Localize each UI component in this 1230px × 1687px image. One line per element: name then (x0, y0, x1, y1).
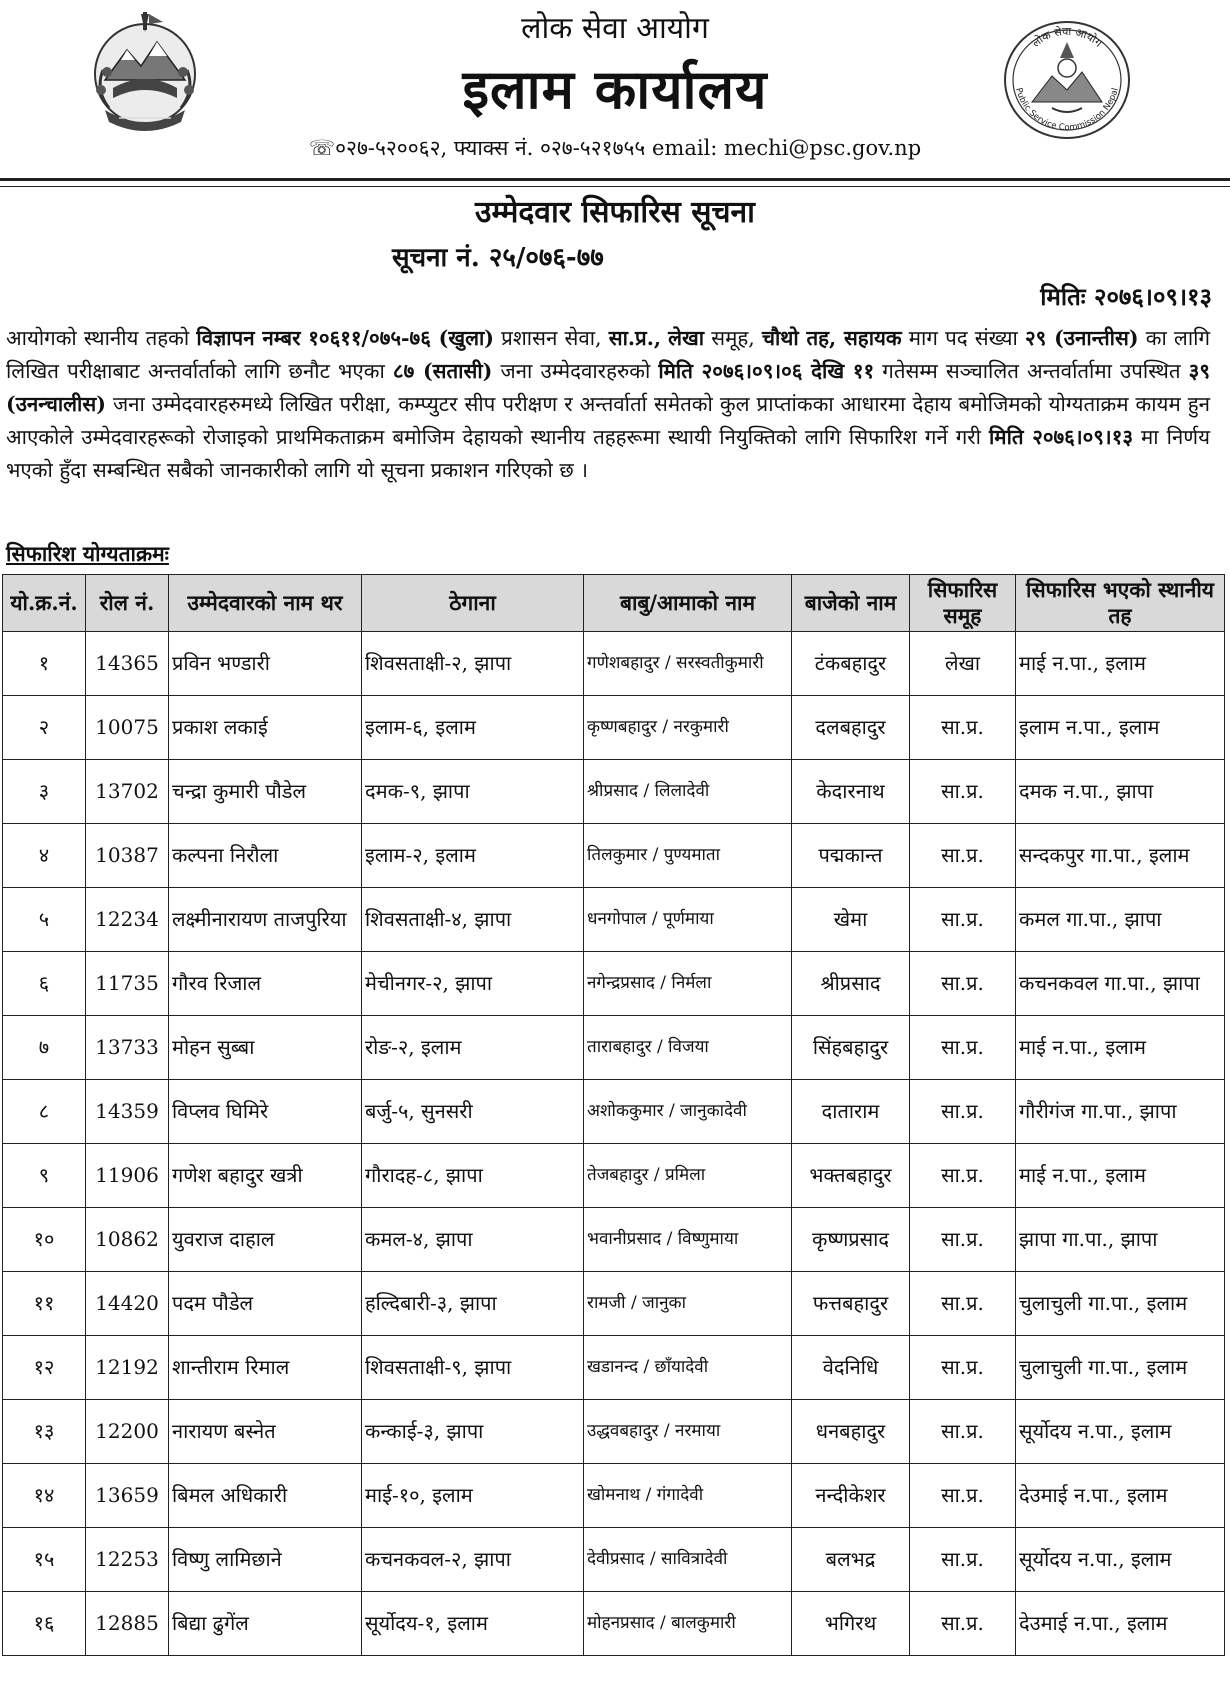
table-row (3, 1272, 1225, 1336)
seal-top-text: लोक सेवा आयोग (1029, 24, 1105, 50)
cell-parents-name: भवानीप्रसाद / विष्णुमाया (584, 1208, 792, 1272)
cell-rank: ८ (3, 1080, 86, 1144)
cell-rank: १४ (3, 1464, 86, 1528)
cell-recommended-local-level: सूर्योदय न.पा., इलाम (1016, 1528, 1225, 1592)
cell-recommended-group: सा.प्र. (910, 696, 1016, 760)
cell-address: कचनकवल-२, झापा (362, 1528, 584, 1592)
header-recommended-group: सिफारिस समूह (910, 575, 1016, 632)
notice-number: सूचना नं. २५/०७६-७७ (392, 243, 604, 273)
cell-recommended-group: लेखा (910, 632, 1016, 696)
cell-address: इलाम-६, इलाम (362, 696, 584, 760)
cell-candidate-name: कल्पना निरौला (169, 824, 362, 888)
cell-roll-number: 11906 (86, 1144, 169, 1208)
cell-roll-number: 13702 (86, 760, 169, 824)
cell-recommended-local-level: दमक न.पा., झापा (1016, 760, 1225, 824)
cell-candidate-name: बिद्या ढुगेंल (169, 1592, 362, 1656)
cell-recommended-group: सा.प्र. (910, 1336, 1016, 1400)
cell-candidate-name: विष्णु लामिछाने (169, 1528, 362, 1592)
header-divider-thick (0, 178, 1230, 181)
cell-roll-number: 12885 (86, 1592, 169, 1656)
cell-recommended-group: सा.प्र. (910, 888, 1016, 952)
cell-roll-number: 10075 (86, 696, 169, 760)
cell-candidate-name: प्रकाश लकाई (169, 696, 362, 760)
cell-recommended-local-level: माई न.पा., इलाम (1016, 1144, 1225, 1208)
cell-address: हल्दिबारी-३, झापा (362, 1272, 584, 1336)
organization-name: लोक सेवा आयोग (521, 11, 709, 46)
cell-candidate-name: गणेश बहादुर खत्री (169, 1144, 362, 1208)
cell-roll-number: 14420 (86, 1272, 169, 1336)
cell-grandfather-name: भगिरथ (792, 1592, 910, 1656)
cell-grandfather-name: पद्मकान्त (792, 824, 910, 888)
public-service-commission-seal-icon (1000, 18, 1134, 142)
cell-recommended-group: सा.प्र. (910, 1464, 1016, 1528)
table-row (3, 952, 1225, 1016)
cell-rank: १ (3, 632, 86, 696)
cell-recommended-group: सा.प्र. (910, 760, 1016, 824)
cell-roll-number: 13733 (86, 1016, 169, 1080)
table-row (3, 1528, 1225, 1592)
cell-rank: ५ (3, 888, 86, 952)
cell-candidate-name: प्रविन भण्डारी (169, 632, 362, 696)
cell-grandfather-name: दलबहादुर (792, 696, 910, 760)
table-header-row (3, 575, 1225, 632)
cell-recommended-local-level: झापा गा.पा., झापा (1016, 1208, 1225, 1272)
cell-parents-name: उद्धवबहादुर / नरमाया (584, 1400, 792, 1464)
cell-rank: ९ (3, 1144, 86, 1208)
cell-parents-name: तिलकुमार / पुण्यमाता (584, 824, 792, 888)
table-row (3, 1464, 1225, 1528)
header-recommended-local-level: सिफारिस भएको स्थानीय तह (1016, 575, 1225, 632)
cell-recommended-local-level: सूर्योदय न.पा., इलाम (1016, 1400, 1225, 1464)
cell-grandfather-name: वेदनिधि (792, 1336, 910, 1400)
cell-roll-number: 12234 (86, 888, 169, 952)
cell-address: दमक-९, झापा (362, 760, 584, 824)
cell-address: शिवसताक्षी-२, झापा (362, 632, 584, 696)
cell-rank: ७ (3, 1016, 86, 1080)
cell-recommended-local-level: माई न.पा., इलाम (1016, 1016, 1225, 1080)
cell-parents-name: रामजी / जानुका (584, 1272, 792, 1336)
cell-recommended-local-level: इलाम न.पा., इलाम (1016, 696, 1225, 760)
cell-grandfather-name: दाताराम (792, 1080, 910, 1144)
cell-address: मेचीनगर-२, झापा (362, 952, 584, 1016)
cell-candidate-name: लक्ष्मीनारायण ताजपुरिया (169, 888, 362, 952)
header-parents-name: बाबु/आमाको नाम (584, 575, 792, 632)
notice-date: मितिः २०७६।०९।१३ (1040, 282, 1212, 311)
cell-rank: १३ (3, 1400, 86, 1464)
cell-address: इलाम-२, इलाम (362, 824, 584, 888)
cell-candidate-name: विप्लव घिमिरे (169, 1080, 362, 1144)
letterhead (0, 0, 1230, 170)
cell-roll-number: 14359 (86, 1080, 169, 1144)
table-row (3, 1080, 1225, 1144)
cell-parents-name: श्रीप्रसाद / लिलादेवी (584, 760, 792, 824)
table-row (3, 1336, 1225, 1400)
cell-parents-name: नगेन्द्रप्रसाद / निर्मला (584, 952, 792, 1016)
cell-address: कमल-४, झापा (362, 1208, 584, 1272)
header-divider-thin (0, 186, 1230, 187)
cell-recommended-group: सा.प्र. (910, 1272, 1016, 1336)
cell-address: माई-१०, इलाम (362, 1464, 584, 1528)
cell-rank: १२ (3, 1336, 86, 1400)
section-heading: सिफारिश योग्यताक्रमः (6, 541, 169, 566)
cell-address: शिवसताक्षी-९, झापा (362, 1336, 584, 1400)
cell-roll-number: 12200 (86, 1400, 169, 1464)
cell-roll-number: 14365 (86, 632, 169, 696)
contact-details: ०२७-५२००६२, फ्याक्स नं. ०२७-५२१७५५ email: mechi@psc.gov.np (335, 136, 922, 160)
cell-parents-name: अशोककुमार / जानुकादेवी (584, 1080, 792, 1144)
cell-recommended-local-level: चुलाचुली गा.पा., इलाम (1016, 1336, 1225, 1400)
cell-recommended-group: सा.प्र. (910, 952, 1016, 1016)
cell-rank: ६ (3, 952, 86, 1016)
cell-rank: ११ (3, 1272, 86, 1336)
cell-grandfather-name: टंकबहादुर (792, 632, 910, 696)
cell-rank: ३ (3, 760, 86, 824)
cell-recommended-group: सा.प्र. (910, 824, 1016, 888)
table-row (3, 1400, 1225, 1464)
cell-rank: ४ (3, 824, 86, 888)
cell-roll-number: 11735 (86, 952, 169, 1016)
header-candidate-name: उम्मेदवारको नाम थर (169, 575, 362, 632)
cell-grandfather-name: खेमा (792, 888, 910, 952)
cell-roll-number: 10862 (86, 1208, 169, 1272)
cell-candidate-name: मोहन सुब्बा (169, 1016, 362, 1080)
recommendation-table (2, 574, 1225, 1656)
cell-recommended-local-level: गौरीगंज गा.पा., झापा (1016, 1080, 1225, 1144)
table-row (3, 1208, 1225, 1272)
cell-grandfather-name: बलभद्र (792, 1528, 910, 1592)
table-row (3, 632, 1225, 696)
cell-address: कन्काई-३, झापा (362, 1400, 584, 1464)
table-row (3, 760, 1225, 824)
cell-recommended-local-level: सन्दकपुर गा.पा., इलाम (1016, 824, 1225, 888)
cell-recommended-local-level: देउमाई न.पा., इलाम (1016, 1464, 1225, 1528)
cell-recommended-local-level: कचनकवल गा.पा., झापा (1016, 952, 1225, 1016)
cell-grandfather-name: फत्तबहादुर (792, 1272, 910, 1336)
cell-parents-name: ताराबहादुर / विजया (584, 1016, 792, 1080)
cell-candidate-name: युवराज दाहाल (169, 1208, 362, 1272)
cell-rank: १० (3, 1208, 86, 1272)
cell-recommended-group: सा.प्र. (910, 1528, 1016, 1592)
cell-recommended-group: सा.प्र. (910, 1144, 1016, 1208)
cell-recommended-group: सा.प्र. (910, 1400, 1016, 1464)
header-rank: यो.क्र.नं. (3, 575, 86, 632)
cell-candidate-name: चन्द्रा कुमारी पौडेल (169, 760, 362, 824)
table-row (3, 888, 1225, 952)
cell-rank: १६ (3, 1592, 86, 1656)
cell-roll-number: 12253 (86, 1528, 169, 1592)
cell-address: सूर्योदय-१, इलाम (362, 1592, 584, 1656)
cell-roll-number: 10387 (86, 824, 169, 888)
cell-candidate-name: शान्तीराम रिमाल (169, 1336, 362, 1400)
cell-grandfather-name: धनबहादुर (792, 1400, 910, 1464)
cell-parents-name: मोहनप्रसाद / बालकुमारी (584, 1592, 792, 1656)
cell-candidate-name: नारायण बस्नेत (169, 1400, 362, 1464)
table-row (3, 1592, 1225, 1656)
cell-grandfather-name: श्रीप्रसाद (792, 952, 910, 1016)
header-address: ठेगाना (362, 575, 584, 632)
cell-roll-number: 13659 (86, 1464, 169, 1528)
cell-grandfather-name: नन्दीकेशर (792, 1464, 910, 1528)
cell-parents-name: कृष्णबहादुर / नरकुमारी (584, 696, 792, 760)
cell-address: गौरादह-८, झापा (362, 1144, 584, 1208)
cell-recommended-group: सा.प्र. (910, 1208, 1016, 1272)
cell-address: बर्जु-५, सुनसरी (362, 1080, 584, 1144)
table-row (3, 1016, 1225, 1080)
cell-recommended-group: सा.प्र. (910, 1592, 1016, 1656)
cell-grandfather-name: भक्तबहादुर (792, 1144, 910, 1208)
cell-parents-name: देवीप्रसाद / सावित्रादेवी (584, 1528, 792, 1592)
cell-parents-name: खोमनाथ / गंगादेवी (584, 1464, 792, 1528)
table-row (3, 824, 1225, 888)
cell-parents-name: गणेशबहादुर / सरस्वतीकुमारी (584, 632, 792, 696)
telephone-icon: ☏ (308, 136, 336, 160)
cell-address: रोङ-२, इलाम (362, 1016, 584, 1080)
cell-parents-name: तेजबहादुर / प्रमिला (584, 1144, 792, 1208)
cell-candidate-name: पदम पौडेल (169, 1272, 362, 1336)
seal-bottom-text: Public Service Commission Nepal (1013, 86, 1121, 133)
cell-recommended-local-level: माई न.पा., इलाम (1016, 632, 1225, 696)
cell-grandfather-name: सिंहबहादुर (792, 1016, 910, 1080)
cell-rank: १५ (3, 1528, 86, 1592)
notice-title: उम्मेदवार सिफारिस सूचना (475, 195, 755, 230)
notice-body: आयोगको स्थानीय तहको विज्ञापन नम्बर १०६११/०७५-७६ (खुला) प्रशासन सेवा, सा.प्र., लेखा समूह, चौथो तह, सहायक माग पद संख्या २९ (उनान्तीस) का लागि लिखित परीक्षाबाट अन्तर्वार्ताको लागि छनौट भएका ८७ (सतासी) जना उम्मेदवारहरुको मिति २०७६।०९।०६ देखि ११ गतेसम्म सञ्चालित अन्तर्वार्तामा उपस्थित ३९ (उनन्चालीस) जना उम्मेदवारहरुमध्ये लिखित परीक्षा, कम्प्युटर सीप परीक्षण र अन्तर्वार्ता समेतको कुल प्राप्तांकका आधारमा देहाय बमोजिमको योग्यताक्रम कायम हुन आएकोले उम्मेदवारहरूको रोजाइको प्राथमिकताक्रम बमोजिम देहायको स्थानीय तहहरूमा स्थायी नियुक्तिको लागि सिफारिश गर्ने गरी मिति २०७६।०९।१३ मा निर्णय भएको हुँदा सम्बन्धित सबैको जानकारीको लागि यो सूचना प्रकाशन गरिएको छ । (6, 326, 1210, 482)
cell-candidate-name: बिमल अधिकारी (169, 1464, 362, 1528)
cell-recommended-local-level: कमल गा.पा., झापा (1016, 888, 1225, 952)
cell-recommended-local-level: देउमाई न.पा., इलाम (1016, 1592, 1225, 1656)
cell-recommended-local-level: चुलाचुली गा.पा., इलाम (1016, 1272, 1225, 1336)
office-name: इलाम कार्यालय (462, 57, 768, 121)
table-row (3, 1144, 1225, 1208)
cell-roll-number: 12192 (86, 1336, 169, 1400)
cell-parents-name: धनगोपाल / पूर्णमाया (584, 888, 792, 952)
cell-candidate-name: गौरव रिजाल (169, 952, 362, 1016)
header-grandfather-name: बाजेको नाम (792, 575, 910, 632)
cell-grandfather-name: कृष्णप्रसाद (792, 1208, 910, 1272)
cell-grandfather-name: केदारनाथ (792, 760, 910, 824)
cell-recommended-group: सा.प्र. (910, 1080, 1016, 1144)
header-roll-number: रोल नं. (86, 575, 169, 632)
cell-recommended-group: सा.प्र. (910, 1016, 1016, 1080)
table-row (3, 696, 1225, 760)
cell-parents-name: खडानन्द / छाँयादेवी (584, 1336, 792, 1400)
cell-address: शिवसताक्षी-४, झापा (362, 888, 584, 952)
cell-rank: २ (3, 696, 86, 760)
